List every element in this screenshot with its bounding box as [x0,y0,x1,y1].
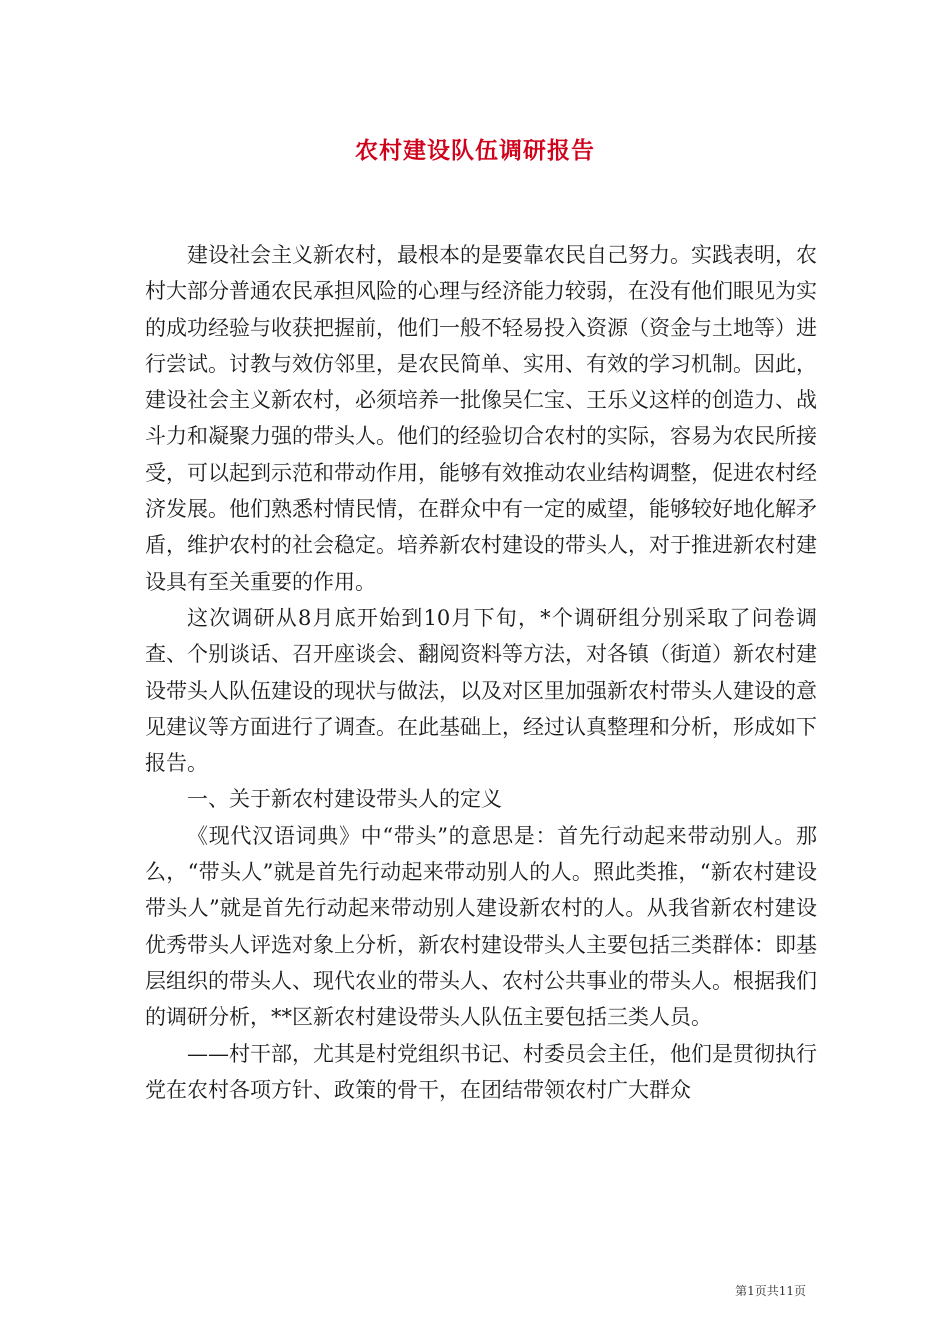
paragraph-village-cadres: ——村干部，尤其是村党组织书记、村委员会主任，他们是贯彻执行党在农村各项方针、政策的骨干，在团结带领农村广大群众 [145,1041,817,1102]
document-title: 农村建设队伍调研报告 [355,137,595,164]
page-number: 第1页共11页 [735,1284,806,1298]
document-body [145,237,817,1108]
paragraph-definition: 《现代汉语词典》中“带头”的意思是：首先行动起来带动别人。那么，“带头人”就是首先行动起来带动别人的人。照此类推，“新农村建设带头人”就是首先行动起来带动别人建设新农村的人。从我省新农村建设优秀带头人评选对象上分析，新农村建设带头人主要包括三类群体：即基层组织的带头人、现代农业的带头人、农村公共事业的带头人。根据我们的调研分析，**区新农村建设带头人队伍主要包括三类人员。 [145,823,817,1030]
paragraph-intro: 建设社会主义新农村，最根本的是要靠农民自己努力。实践表明，农村大部分普通农民承担风险的心理与经济能力较弱，在没有他们眼见为实的成功经验与收获把握前，他们一般不轻易投入资源（资金与土地等）进行尝试。讨教与效仿邻里，是农民简单、实用、有效的学习机制。因此，建设社会主义新农村，必须培养一批像吴仁宝、王乐义这样的创造力、战斗力和凝聚力强的带头人。他们的经验切合农村的实际，容易为农民所接受，可以起到示范和带动作用，能够有效推动农业结构调整，促进农村经济发展。他们熟悉村情民情，在群众中有一定的威望，能够较好地化解矛盾，维护农村的社会稳定。培养新农村建设的带头人，对于推进新农村建设具有至关重要的作用。 [145,243,817,594]
section-heading-definition: 一、关于新农村建设带头人的定义 [187,787,502,812]
paragraph-survey: 这次调研从8月底开始到10月下旬，*个调研组分别采取了问卷调查、个别谈话、召开座谈会、翻阅资料等方法，对各镇（街道）新农村建设带头人队伍建设的现状与做法，以及对区里加强新农村带头人建设的意见建议等方面进行了调查。在此基础上，经过认真整理和分析，形成如下报告。 [145,605,817,776]
